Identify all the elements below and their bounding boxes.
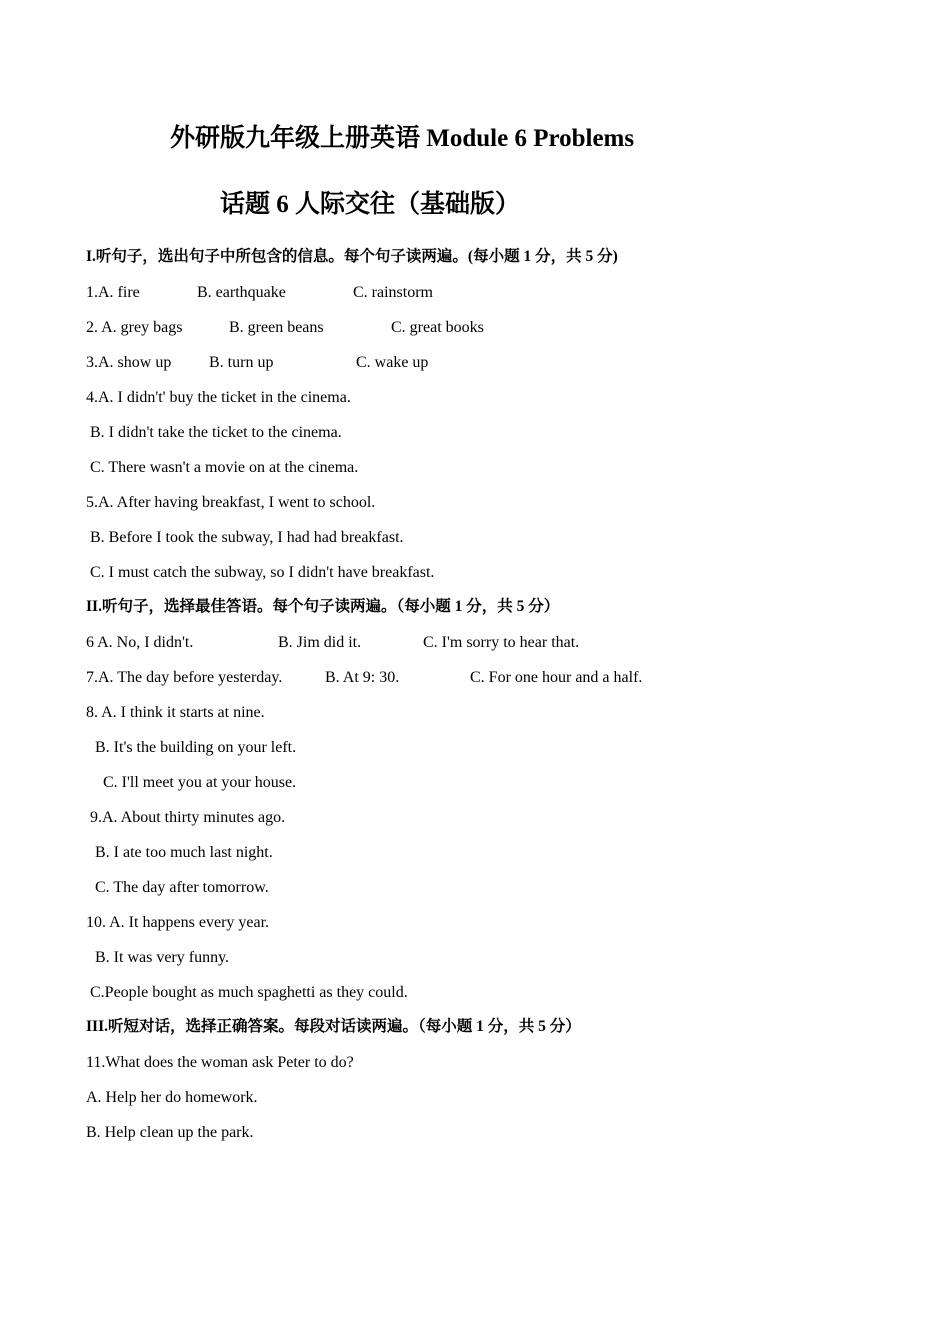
- q10-option-a: 10. A. It happens every year.: [86, 914, 270, 931]
- q7-option-c: C. For one hour and a half.: [470, 669, 643, 686]
- q9-option-c: C. The day after tomorrow.: [95, 879, 269, 896]
- q2-option-a: 2. A. grey bags: [86, 319, 183, 336]
- q11-question: 11.What does the woman ask Peter to do?: [86, 1054, 354, 1071]
- section-3-heading: III.听短对话，选择正确答案。每段对话读两遍。（每小题 1 分，共 5 分）: [86, 1018, 581, 1035]
- q1-option-a: 1.A. fire: [86, 284, 140, 301]
- q6-option-b: B. Jim did it.: [278, 634, 362, 651]
- q10-option-b: B. It was very funny.: [95, 949, 230, 966]
- q8-option-c: C. I'll meet you at your house.: [103, 774, 297, 791]
- section-1-heading: I.听句子，选出句子中所包含的信息。每个句子读两遍。(每小题 1 分，共 5 分): [86, 248, 618, 265]
- q9-option-a: 9.A. About thirty minutes ago.: [90, 809, 286, 826]
- document-subtitle: 话题 6 人际交往（基础版）: [220, 191, 521, 218]
- document-title: 外研版九年级上册英语 Module 6 Problems: [170, 125, 635, 152]
- q3-option-a: 3.A. show up: [86, 354, 172, 371]
- q3-option-c: C. wake up: [356, 354, 429, 371]
- q6-option-a: 6 A. No, I didn't.: [86, 634, 194, 651]
- section-2-heading: II.听句子，选择最佳答语。每个句子读两遍。（每小题 1 分，共 5 分）: [86, 598, 560, 615]
- q2-option-b: B. green beans: [229, 319, 324, 336]
- q5-option-b: B. Before I took the subway, I had had breakfast.: [90, 529, 404, 546]
- q1-option-b: B. earthquake: [197, 284, 286, 301]
- q7-option-b: B. At 9: 30.: [325, 669, 400, 686]
- q5-option-c: C. I must catch the subway, so I didn't have breakfast.: [90, 564, 435, 581]
- q4-option-c: C. There wasn't a movie on at the cinema.: [90, 459, 359, 476]
- q4-option-b: B. I didn't take the ticket to the cinema.: [90, 424, 342, 441]
- q2-option-c: C. great books: [391, 319, 484, 336]
- q4-option-a: 4.A. I didn't' buy the ticket in the cinema.: [86, 389, 351, 406]
- q8-option-b: B. It's the building on your left.: [95, 739, 297, 756]
- q1-option-c: C. rainstorm: [353, 284, 433, 301]
- q6-option-c: C. I'm sorry to hear that.: [423, 634, 580, 651]
- q10-option-c: C.People bought as much spaghetti as they could.: [90, 984, 408, 1001]
- q3-option-b: B. turn up: [209, 354, 274, 371]
- q8-option-a: 8. A. I think it starts at nine.: [86, 704, 265, 721]
- q11-option-b: B. Help clean up the park.: [86, 1124, 254, 1141]
- q7-option-a: 7.A. The day before yesterday.: [86, 669, 283, 686]
- q9-option-b: B. I ate too much last night.: [95, 844, 273, 861]
- q11-option-a: A. Help her do homework.: [86, 1089, 258, 1106]
- q5-option-a: 5.A. After having breakfast, I went to school.: [86, 494, 376, 511]
